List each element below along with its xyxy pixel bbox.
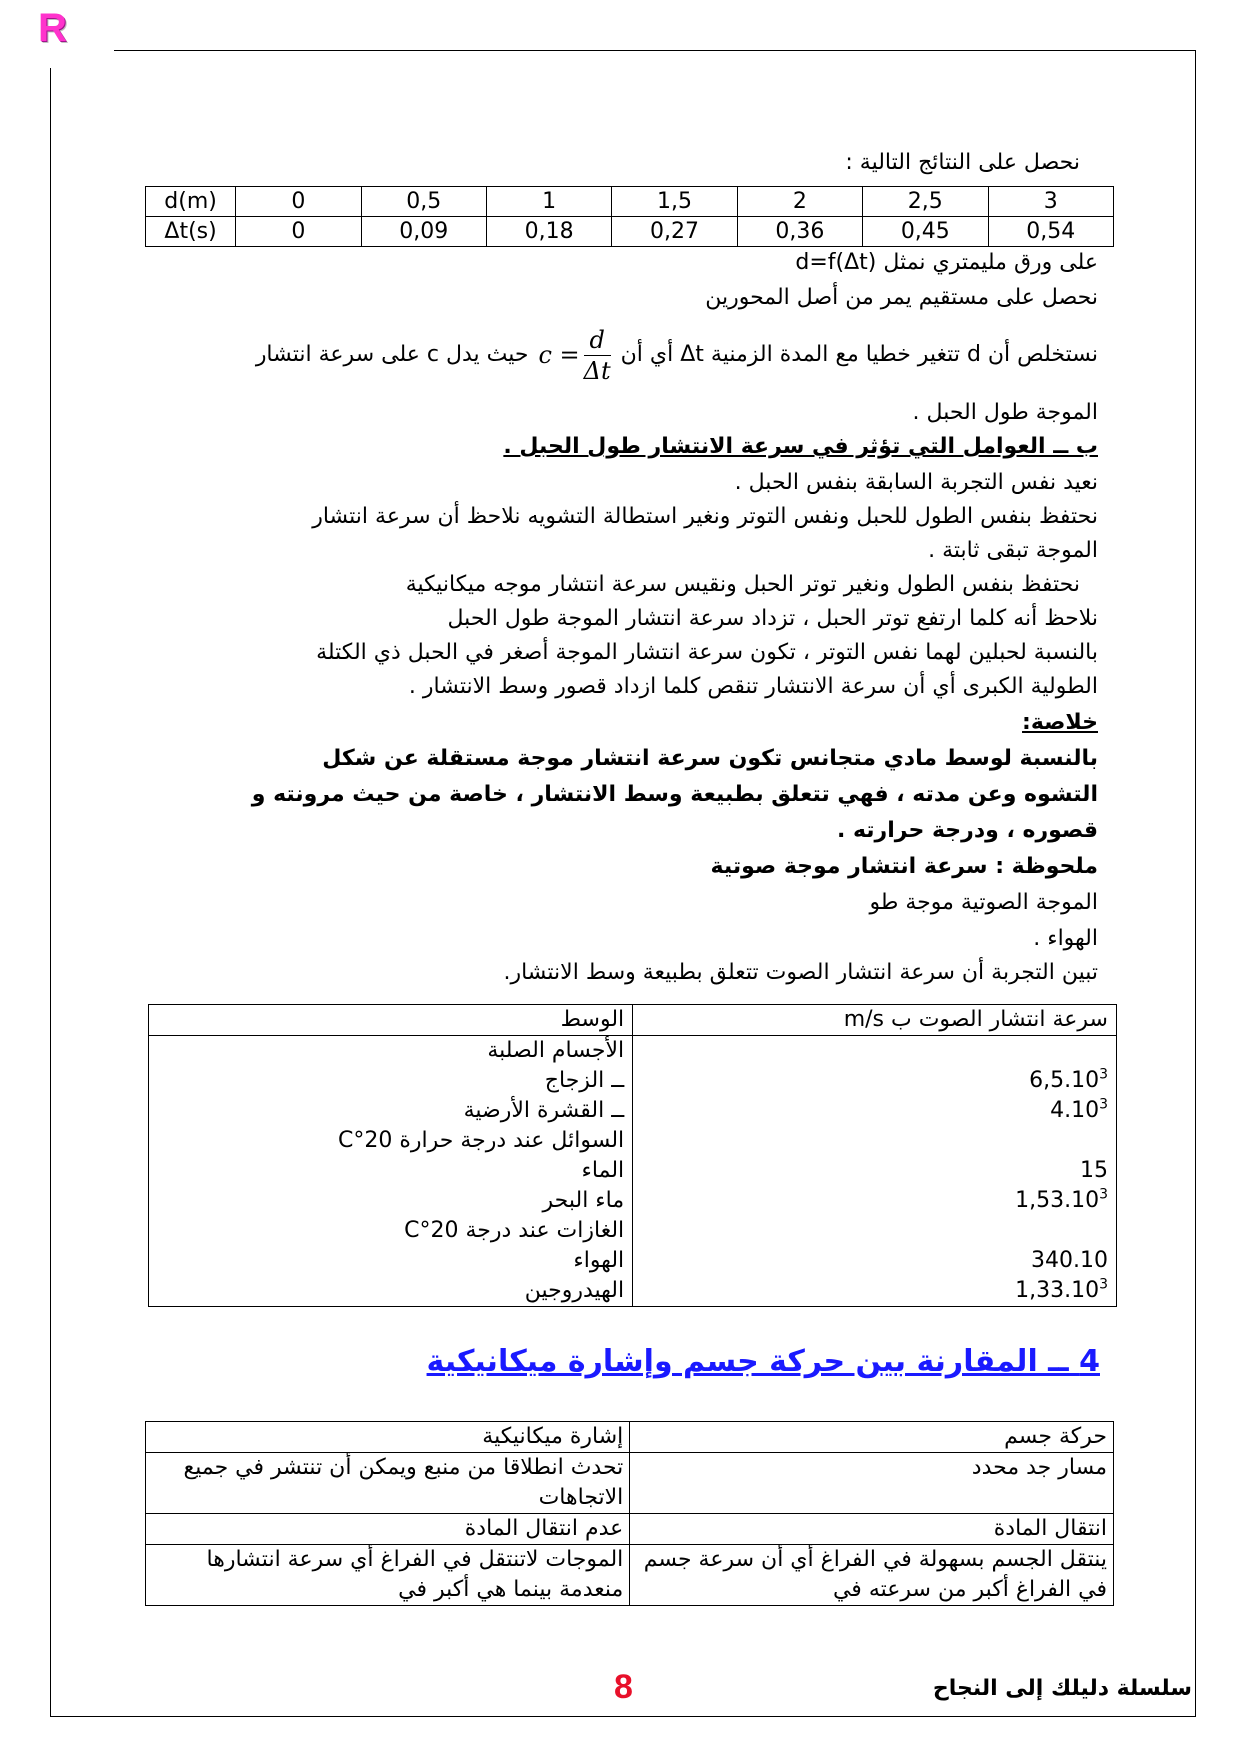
- frame-top-border: [114, 50, 1195, 51]
- medium-item: ماء البحر: [542, 1188, 625, 1213]
- conclusion-text-b: حيث يدل c على سرعة انتشار: [255, 342, 529, 367]
- table-row: [146, 217, 1114, 247]
- table-cell: 2,5: [863, 187, 988, 217]
- speed-value: 15: [1080, 1158, 1108, 1183]
- series-title: سلسلة دليلك إلى النجاح: [932, 1676, 1192, 1701]
- summary-line: التشوه وعن مدته ، فهي تتعلق بطبيعة وسط الانتشار ، خاصة من حيث مرونته و: [251, 782, 1098, 807]
- speed-value: 1,33.10$^3$: [1015, 1276, 1108, 1303]
- medium-item: الغازات عند درجة 20°C: [404, 1218, 625, 1243]
- medium-item: ــ القشرة الأرضية: [463, 1098, 625, 1123]
- header-speed: سرعة انتشار الصوت ب m/s: [633, 1005, 1117, 1036]
- signal-cell: الموجات لاتنتقل في الفراغ أي سرعة انتشارها منعدمة بينما هي أكبر في: [146, 1545, 630, 1606]
- header-body: حركة جسم: [630, 1422, 1114, 1453]
- signal-cell: عدم انتقال المادة: [146, 1514, 630, 1545]
- table-row: [146, 187, 1114, 217]
- speed-value: [641, 1126, 1108, 1156]
- table-cell: 0: [236, 187, 361, 217]
- paragraph-line: نحتفظ بنفس الطول ونغير توتر الحبل ونقيس سرعة انتشار موجه ميكانيكية: [405, 572, 1080, 597]
- formula-fraction: [584, 325, 611, 386]
- section-4-heading: 4 ــ المقارنة بين حركة جسم وإشارة ميكانيكية: [426, 1344, 1100, 1379]
- speed-value: [641, 1036, 1108, 1066]
- table-row: [146, 1545, 1114, 1606]
- summary-line: قصوره ، ودرجة حرارته .: [836, 818, 1098, 843]
- medium-item: الهواء: [573, 1248, 625, 1273]
- paragraph-line: نلاحظ أنه كلما ارتفع توتر الحبل ، تزداد سرعة انتشار الموجة طول الحبل: [447, 606, 1098, 631]
- table-cell: 0,45: [863, 217, 988, 247]
- speed-value: 4.10$^3$: [1050, 1096, 1108, 1123]
- table-header-row: [146, 1422, 1114, 1453]
- medium-item: ــ الزجاج: [544, 1068, 625, 1093]
- medium-item: السوائل عند درجة حرارة 20°C: [337, 1128, 625, 1153]
- results-table: [145, 186, 1114, 247]
- graph-line-function: d=f(Δt): [795, 250, 877, 275]
- table-row: [146, 1514, 1114, 1545]
- medium-item: الهيدروجين: [524, 1278, 625, 1303]
- table-cell: 0,5: [361, 187, 486, 217]
- table-header-row: [149, 1005, 1117, 1036]
- body-cell: انتقال المادة: [630, 1514, 1114, 1545]
- logo: R: [38, 6, 67, 50]
- table-cell: 0,36: [737, 217, 862, 247]
- paragraph-line: بالنسبة لحبلين لهما نفس التوتر ، تكون سرعة انتشار الموجة أصغر في الحبل ذي الكتلة: [316, 640, 1098, 665]
- sound-speed-table: [148, 1004, 1117, 1307]
- table-cell: 0,18: [486, 217, 611, 247]
- table-cell: 0: [236, 217, 361, 247]
- note-line: الهواء .: [1033, 926, 1098, 951]
- paragraph-line: نحتفظ بنفس الطول للحبل ونفس التوتر ونغير استطالة التشويه نلاحظ أن سرعة انتشار: [312, 504, 1098, 529]
- page-number: 8: [614, 1668, 633, 1706]
- table-cell: 0,09: [361, 217, 486, 247]
- speed-value: 1,53.10$^3$: [1015, 1186, 1108, 1213]
- table-cell: 1,5: [612, 187, 737, 217]
- note-line: تبين التجربة أن سرعة انتشار الصوت تتعلق بطبيعة وسط الانتشار.: [503, 960, 1098, 985]
- table-row: [146, 1453, 1114, 1514]
- note-line: الموجة الصوتية موجة طو: [869, 890, 1098, 915]
- speed-column: [633, 1036, 1117, 1307]
- conclusion-text-a: نستخلص أن d تتغير خطيا مع المدة الزمنية Δt أي أن: [620, 342, 1098, 367]
- paragraph-line: الطولية الكبرى أي أن سرعة الانتشار تنقص كلما ازداد قصور وسط الانتشار .: [408, 674, 1098, 699]
- table-cell: 2: [737, 187, 862, 217]
- formula-numerator: d: [584, 325, 611, 356]
- table-cell: 3: [988, 187, 1114, 217]
- summary-title: خلاصة:: [1022, 710, 1098, 735]
- table-body-row: [149, 1036, 1117, 1307]
- frame-right-border: [1195, 50, 1196, 1716]
- conclusion-text-c: الموجة طول الحبل .: [912, 400, 1098, 425]
- medium-item: الأجسام الصلبة: [487, 1038, 625, 1063]
- graph-line: [795, 248, 1098, 278]
- speed-value: 340.10: [1031, 1248, 1108, 1273]
- medium-column: [149, 1036, 633, 1307]
- speed-value: [641, 1216, 1108, 1246]
- frame-left-border: [50, 68, 51, 1716]
- formula-lhs: c =: [538, 341, 580, 369]
- body-cell: مسار جد محدد: [630, 1453, 1114, 1514]
- paragraph-line: الموجة تبقى ثابتة .: [928, 538, 1098, 563]
- header-medium: الوسط: [149, 1005, 633, 1036]
- signal-cell: تحدث انطلاقا من منبع ويمكن أن تنتشر في جميع الاتجاهات: [146, 1453, 630, 1514]
- note-title: ملحوظة : سرعة انتشار موجة صوتية: [710, 854, 1098, 879]
- table-cell: 1: [486, 187, 611, 217]
- conclusion-line: [256, 320, 1098, 390]
- medium-item: الماء: [581, 1158, 625, 1183]
- table-cell: 0,54: [988, 217, 1114, 247]
- formula-denominator: Δt: [583, 356, 611, 385]
- speed-formula: [538, 325, 610, 386]
- frame-bottom-border: [50, 1716, 1196, 1717]
- table-cell: Δt(s): [146, 217, 236, 247]
- body-cell: ينتقل الجسم بسهولة في الفراغ أي أن سرعة جسم في الفراغ أكبر من سرعته في: [630, 1545, 1114, 1606]
- straight-line-text: نحصل على مستقيم يمر من أصل المحورين: [705, 285, 1098, 310]
- paragraph-line: نعيد نفس التجربة السابقة بنفس الحبل .: [734, 470, 1098, 495]
- graph-line-text: على ورق مليمتري نمثل: [883, 250, 1098, 275]
- table-cell: 0,27: [612, 217, 737, 247]
- table-cell: d(m): [146, 187, 236, 217]
- summary-line: بالنسبة لوسط مادي متجانس تكون سرعة انتشار موجة مستقلة عن شكل: [322, 746, 1098, 771]
- speed-value: 6,5.10$^3$: [1029, 1066, 1108, 1093]
- section-b-heading: ب ــ العوامل التي تؤثر في سرعة الانتشار طول الحبل .: [503, 434, 1098, 459]
- results-intro: نحصل على النتائج التالية :: [845, 150, 1080, 175]
- header-signal: إشارة ميكانيكية: [146, 1422, 630, 1453]
- comparison-table: [145, 1421, 1114, 1606]
